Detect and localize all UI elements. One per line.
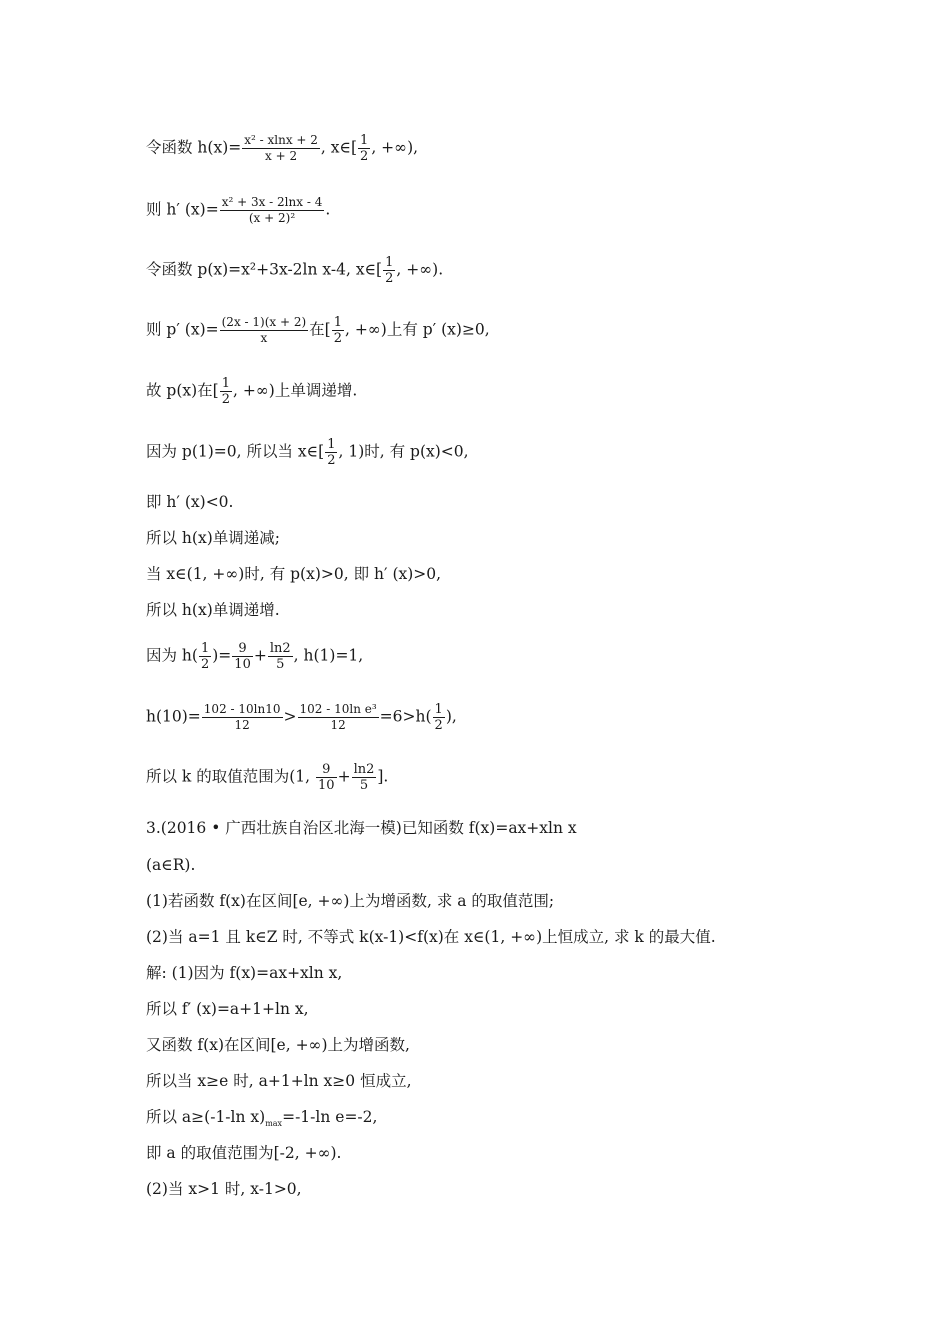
fraction [232, 641, 253, 672]
denominator: 5 [276, 657, 285, 672]
fraction [383, 255, 395, 286]
numerator: 9 [316, 762, 337, 778]
numerator: 1 [221, 376, 231, 391]
numerator: 9 [232, 641, 253, 657]
denominator: 2 [360, 149, 369, 164]
text: + [337, 767, 351, 786]
numerator: x² - xlnx + 2 [244, 133, 318, 147]
line-1 [146, 133, 418, 164]
text: + [253, 646, 267, 665]
line-17: (2)当 a=1 且 k∈Z 时, 不等式 k(x-1)<f(x)在 x∈(1, +∞)上恒成立, 求 k 的最大值. [146, 928, 716, 946]
denominator: (x + 2)² [248, 211, 296, 225]
fraction [325, 437, 337, 468]
line-6 [146, 437, 469, 468]
denominator: 2 [434, 718, 443, 733]
text: 因为 p(1)=0, 所以当 x∈[ [146, 442, 325, 461]
line-21: 所以当 x≥e 时, a+1+ln x≥0 恒成立, [146, 1072, 412, 1090]
line-9: 当 x∈(1, +∞)时, 有 p(x)>0, 即 h′ (x)>0, [146, 565, 442, 583]
text: , x∈[ [320, 138, 358, 157]
line-3 [146, 255, 443, 286]
fraction [332, 315, 344, 346]
fraction [352, 762, 377, 793]
text: , +∞), [371, 138, 419, 157]
text: , 1)时, 有 p(x)<0, [338, 442, 469, 461]
denominator: x [260, 331, 268, 345]
fraction [298, 702, 379, 733]
line-14: 3.(2016 • 广西壮族自治区北海一模)已知函数 f(x)=ax+xln x [146, 819, 577, 837]
numerator: 102 - 10ln e³ [299, 702, 377, 716]
text: 所以 k 的取值范围为(1, [146, 767, 316, 786]
denominator: x + 2 [265, 149, 298, 163]
line-15: (a∈R). [146, 856, 196, 874]
numerator: 1 [385, 255, 394, 270]
denominator: 5 [359, 778, 369, 793]
numerator: 1 [200, 641, 210, 656]
text: 则 h′ (x)= [146, 200, 219, 219]
line-12 [146, 702, 457, 733]
text: > [283, 707, 297, 726]
fraction [358, 133, 370, 164]
text: 所以 a≥(-1-ln x) [146, 1108, 266, 1126]
fraction [202, 702, 283, 733]
line-20: 又函数 f(x)在区间[e, +∞)上为增函数, [146, 1036, 410, 1054]
denominator: 2 [333, 331, 343, 346]
denominator: 2 [327, 453, 336, 468]
fraction [268, 641, 293, 672]
text: 令函数 p(x)=x²+3x-2ln x-4, x∈[ [146, 260, 383, 279]
text: )= [212, 646, 232, 665]
line-18: 解: (1)因为 f(x)=ax+xln x, [146, 964, 343, 982]
line-2 [146, 195, 330, 226]
text: h(10)= [146, 707, 201, 726]
line-10: 所以 h(x)单调递增. [146, 601, 280, 619]
numerator: x² + 3x - 2lnx - 4 [221, 195, 323, 209]
subscript: max [265, 1119, 283, 1129]
line-19: 所以 f′ (x)=a+1+ln x, [146, 1000, 309, 1018]
denominator: 2 [221, 392, 231, 407]
text: , +∞). [396, 260, 444, 279]
line-8: 所以 h(x)单调递减; [146, 529, 280, 547]
line-13 [146, 762, 388, 793]
denominator: 12 [330, 718, 346, 732]
text: , +∞)上有 p′ (x)≥0, [345, 320, 490, 339]
numerator: (2x - 1)(x + 2) [221, 315, 307, 329]
text: 令函数 h(x)= [146, 138, 242, 157]
numerator: 1 [360, 133, 369, 148]
fraction [433, 702, 445, 733]
line-4 [146, 315, 490, 346]
denominator: 10 [318, 778, 335, 793]
fraction [316, 762, 337, 793]
line-22 [146, 1107, 377, 1134]
line-23: 即 a 的取值范围为[-2, +∞). [146, 1144, 342, 1162]
text: , h(1)=1, [293, 646, 364, 665]
denominator: 10 [234, 657, 251, 672]
text: 因为 h( [146, 646, 198, 665]
line-24: (2)当 x>1 时, x-1>0, [146, 1180, 302, 1198]
text: =6>h( [379, 707, 432, 726]
text: 故 p(x)在[ [146, 381, 219, 400]
text: ), [445, 707, 457, 726]
text: 在[ [309, 320, 331, 339]
text: 则 p′ (x)= [146, 320, 219, 339]
fraction [242, 133, 320, 164]
fraction [220, 195, 325, 226]
denominator: 2 [385, 271, 394, 286]
numerator: ln2 [353, 762, 375, 777]
line-11 [146, 641, 363, 672]
numerator: 1 [333, 315, 343, 330]
denominator: 12 [234, 718, 250, 732]
line-7: 即 h′ (x)<0. [146, 493, 234, 511]
line-16: (1)若函数 f(x)在区间[e, +∞)上为增函数, 求 a 的取值范围; [146, 892, 555, 910]
numerator: 102 - 10ln10 [203, 702, 281, 716]
text: , +∞)上单调递增. [233, 381, 358, 400]
fraction [220, 376, 232, 407]
denominator: 2 [200, 657, 210, 672]
line-5 [146, 376, 357, 407]
numerator: 1 [327, 437, 336, 452]
numerator: 1 [434, 702, 443, 717]
text: . [325, 200, 331, 219]
text: =-1-ln e=-2, [282, 1108, 378, 1126]
fraction [199, 641, 211, 672]
fraction [220, 315, 309, 346]
text: ]. [377, 767, 389, 786]
numerator: ln2 [269, 641, 291, 656]
